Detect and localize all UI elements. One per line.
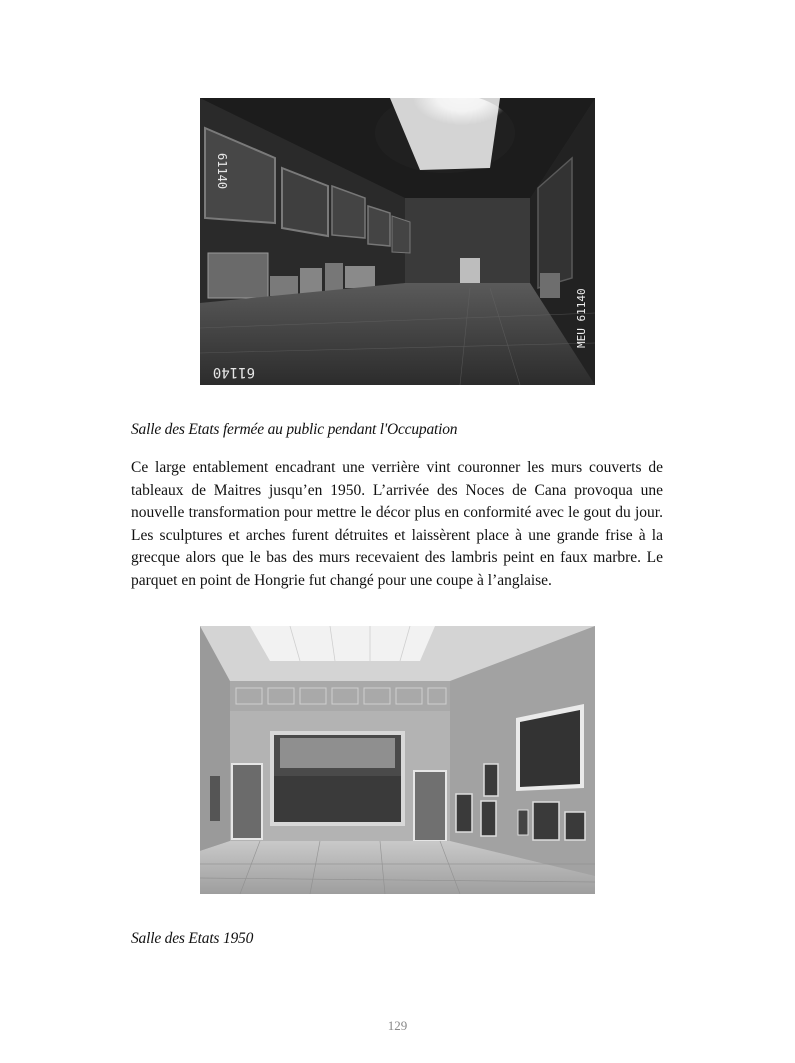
negative-label-left: 61140 <box>215 153 229 190</box>
page-number: 129 <box>387 1018 408 1033</box>
negative-label-right: MEU 61140 <box>575 288 588 348</box>
photo-salle-des-etats-1950 <box>200 626 595 894</box>
body-paragraph: Ce large entablement encadrant une verrière vint couronner les murs couverts de tableaux de Maitres jusqu’en 1950. L’arrivée des Noces de Cana provoqua une nouvelle transformation pour mettre le décor plus en conformité avec le gout du jour. Les sculptures et arches furent détruites et laissèrent place à une grande frise à la grecque alors que le bas des murs recevaient des lambris peint en faux marbre. Le parquet en point de Hongrie fut changé pour une coupe à l’anglaise. <box>131 459 663 589</box>
negative-label-bottom: 61140 <box>212 364 255 380</box>
photo-1950-image <box>200 626 595 894</box>
figure-1-caption: Salle des Etats fermée au public pendant l'Occupation <box>131 421 458 438</box>
figure-2-caption: Salle des Etats 1950 <box>131 930 254 947</box>
photo-salle-des-etats-occupation <box>200 98 595 385</box>
photo-occupation-image <box>200 98 595 385</box>
